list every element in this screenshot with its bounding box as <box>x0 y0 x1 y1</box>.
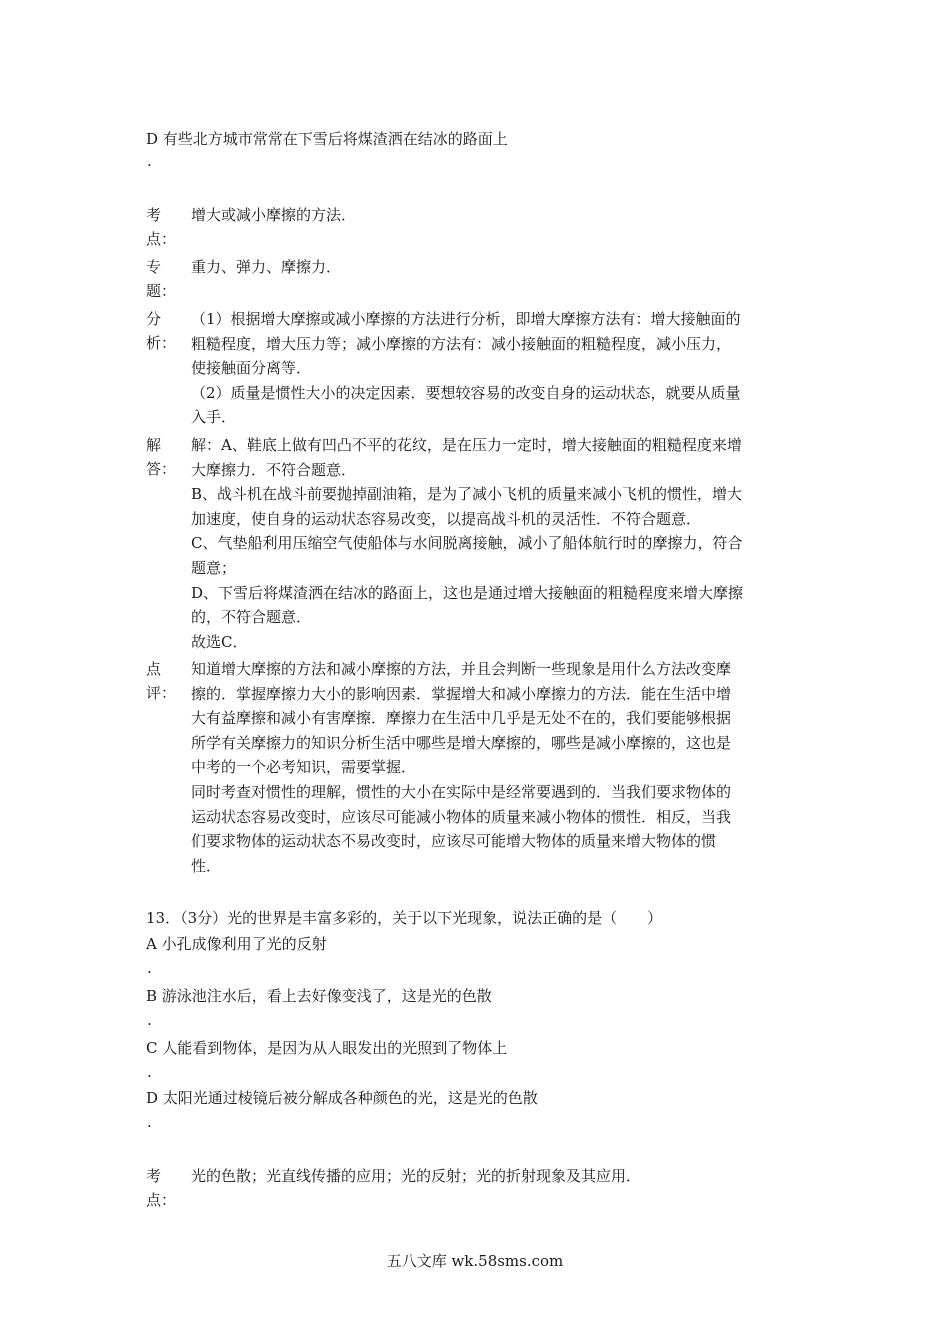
q13-kaodian-label: 考 点： <box>146 1167 177 1209</box>
q13-kaodian-text: 光的色散；光直线传播的应用；光的反射；光的折射现象及其应用． <box>191 1167 642 1185</box>
q12-kaodian-label: 考 点： <box>146 206 177 248</box>
q12-jieda-label: 解 答： <box>146 436 177 478</box>
q13-option-b-dot: . <box>147 1011 152 1029</box>
q13-option-a-dot: . <box>147 959 152 977</box>
q12-fenxi-label: 分 析： <box>146 310 177 352</box>
q13-option-c-dot: . <box>147 1063 152 1081</box>
q12-option-d: D 有些北方城市常常在下雪后将煤渣洒在结冰的路面上 <box>146 130 508 148</box>
q12-dianping-text: 知道增大摩擦的方法和减小摩擦的方法，并且会判断一些现象是用什么方法改变摩 擦的．掌握摩擦力大小的影响因素．掌握增大和减小摩擦力的方法．能在生活中增 大有益摩擦和减小有害摩擦．摩擦力在生活中几乎是无处不在的，我们要能够根据 所学有关摩擦力的知识分析生活中哪些是增大摩擦的，哪些是减小摩擦的，这也是 中考的一个必考知识，需要掌握． 同时考查对惯性的理解，惯性的大小在实际中是经常要遇到的．当我们要求物体的 运动状态容易改变时，应该尽可能减小物体的质量来减小物体的惯性．相反，当我 们要求物体的运动状态不易改变时，应该尽可能增大物体的质量来增大物体的惯 性． <box>191 660 732 875</box>
q12-kaodian-text: 增大或减小摩擦的方法． <box>191 206 357 224</box>
q13-option-b: B 游泳池注水后，看上去好像变浅了，这是光的色散 <box>146 987 492 1005</box>
q13-option-c: C 人能看到物体，是因为从人眼发出的光照到了物体上 <box>146 1039 508 1057</box>
q13-option-d: D 太阳光通过棱镜后被分解成各种颜色的光，这是光的色散 <box>146 1089 538 1107</box>
q13-option-a: A 小孔成像利用了光的反射 <box>146 935 327 953</box>
page-footer: 五八文库 wk.58sms.com <box>386 1252 564 1270</box>
q12-zhuanti-text: 重力、弹力、摩擦力． <box>191 258 342 276</box>
q12-zhuanti-label: 专 题： <box>146 258 177 300</box>
q12-fenxi-text: （1）根据增大摩擦或减小摩擦的方法进行分析，即增大摩擦方法有：增大接触面的 粗糙程度，增大压力等；减小摩擦的方法有：减小接触面的粗糙程度，减小压力， 使接触面分离等． （2）质量是惯性大小的决定因素．要想较容易的改变自身的运动状态，就要从质量 入手． <box>191 310 741 427</box>
q12-option-d-dot: . <box>147 152 152 170</box>
q12-dianping-label: 点 评： <box>146 660 177 702</box>
q13-option-d-dot: . <box>147 1113 152 1131</box>
q12-jieda-text: 解：A、鞋底上做有凹凸不平的花纹，是在压力一定时，增大接触面的粗糙程度来增 大摩擦力．不符合题意． B、战斗机在战斗前要抛掉副油箱，是为了减小飞机的质量来减小飞机的惯性，增大 加速度，使自身的运动状态容易改变，以提高战斗机的灵活性．不符合题意． C、气垫船利用压缩空气使船体与水间脱离接触，减小了船体航行时的摩擦力，符合 题意； D、下雪后将煤渣洒在结冰的路面上，这也是通过增大接触面的粗糙程度来增大摩擦 的，不符合题意． 故选C． <box>191 436 744 651</box>
q13-question: 13．（3分）光的世界是丰富多彩的，关于以下光现象，说法正确的是（ ） <box>146 909 663 927</box>
